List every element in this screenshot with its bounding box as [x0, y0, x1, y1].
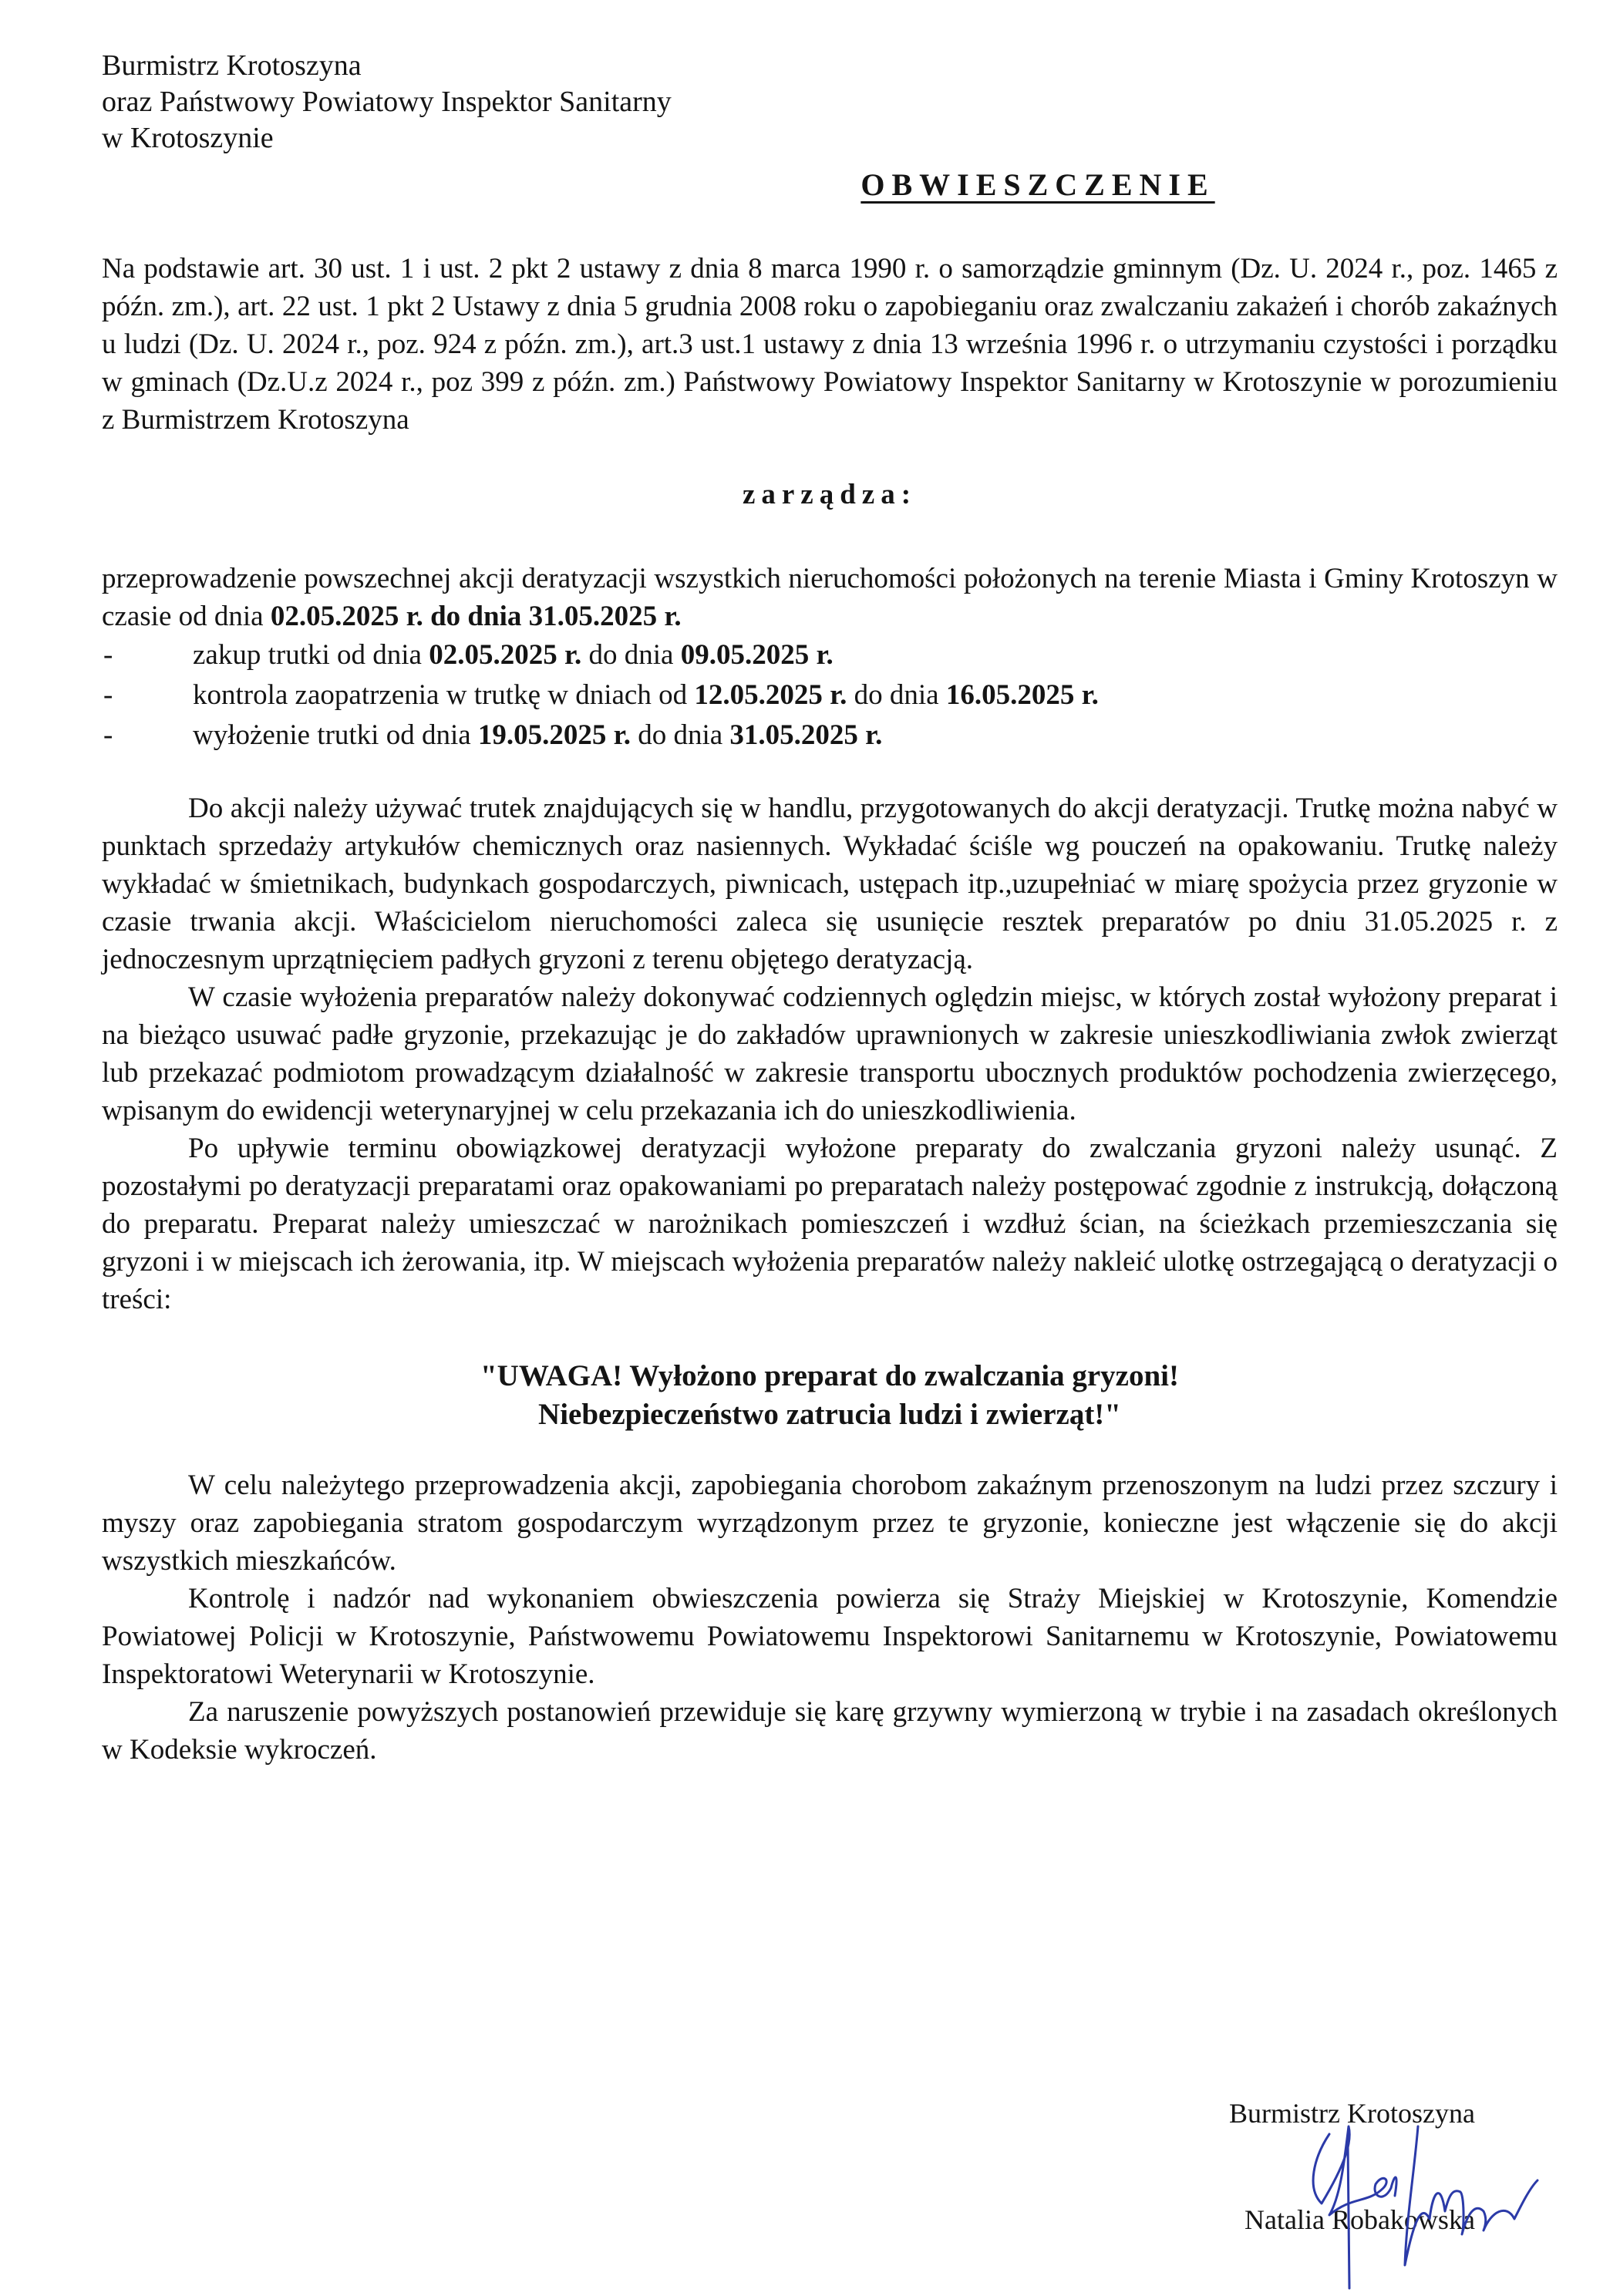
schedule-item-text — [193, 715, 882, 756]
schedule-item-text — [193, 675, 1099, 715]
issuer-line: oraz Państwowy Powiatowy Inspektor Sanitarny — [102, 86, 672, 118]
main-order-paragraph — [102, 560, 1558, 635]
document-title: OBWIESZCZENIE — [861, 167, 1215, 202]
warning-line: "UWAGA! Wyłożono preparat do zwalczania gryzoni! — [480, 1359, 1179, 1392]
dash-bullet-icon: - — [103, 719, 113, 751]
schedule-item — [102, 715, 1558, 756]
schedule-date-from: 02.05.2025 r. — [429, 639, 582, 671]
closing-paragraph: Za naruszenie powyższych postanowień przewiduje się karę grzywny wymierzoną w trybie i na zasadach określonych w Kodeksie wykroczeń. — [102, 1696, 1558, 1766]
issuer-line: w Krotoszynie — [102, 122, 274, 154]
schedule-date-to: 16.05.2025 r. — [945, 679, 1099, 711]
schedule-item-text — [193, 635, 834, 675]
schedule-text: kontrola zaopatrzenia w trutkę w dniach od — [193, 679, 695, 711]
orders-heading: zarządza: — [742, 479, 918, 510]
schedule-text: do dnia — [581, 639, 681, 671]
schedule-text: zakup trutki od dnia — [193, 639, 429, 671]
orders-heading-wrapper — [102, 476, 1558, 513]
schedule-date-from: 12.05.2025 r. — [694, 679, 847, 711]
issuer-header — [102, 48, 1558, 157]
signature-block — [1229, 2096, 1568, 2237]
dash-bullet-icon: - — [103, 639, 113, 671]
legal-basis-paragraph: Na podstawie art. 30 ust. 1 i ust. 2 pkt 2 ustawy z dnia 8 marca 1990 r. o samorządzie gminnym (Dz. U. 2024 r., poz. 1465 z późn. zm.), art. 22 ust. 1 pkt 2 Ustawy z dnia 5 grudnia 2008 roku o zapobieganiu oraz zwalczaniu zakażeń i chorób zakaźnych u ludzi (Dz. U. 2024 r., poz. 924 z późn. zm.), art.3 ust.1 ustawy z dnia 13 września 1996 r. o utrzymaniu czystości i porządku w gminach (Dz.U.z 2024 r., poz 399 z późn. zm.) Państwowy Powiatowy Inspektor Sanitarny w Krotoszynie w porozumieniu z Burmistrzem Krotoszyna — [102, 253, 1558, 436]
warning-line: Niebezpieczeństwo zatrucia ludzi i zwierząt!" — [538, 1398, 1121, 1431]
instruction-paragraph: Po upływie terminu obowiązkowej deratyzacji wyłożone preparaty do zwalczania gryzoni należy usunąć. Z pozostałymi po deratyzacji preparatami oraz opakowaniami po preparatach należy postępować zgodnie z instrukcją, dołączoną do preparatu. Preparat należy umieszczać w narożnikach pomieszczeń i wzdłuż ścian, na ścieżkach przemieszczania się gryzoni i w miejscach ich żerowania, itp. W miejscach wyłożenia preparatów należy nakleić ulotkę ostrzegającą o deratyzacji o treści: — [102, 1133, 1558, 1315]
schedule-item — [102, 675, 1558, 715]
issuer-line: Burmistrz Krotoszyna — [102, 49, 362, 82]
document-page — [102, 48, 1558, 1769]
instruction-paragraph: W czasie wyłożenia preparatów należy dokonywać codziennych oględzin miejsc, w których został wyłożony preparat i na bieżąco usuwać padłe gryzonie, przekazując je do zakładów uprawnionych w zakresie unieszkodliwiania zwłok zwierząt lub przekazać podmiotom prowadzącym działalność w zakresie transportu ubocznych produktów pochodzenia zwierzęcego, wpisanym do ewidencji weterynaryjnej w celu przekazania ich do unieszkodliwienia. — [102, 981, 1558, 1126]
signatory-role: Burmistrz Krotoszyna — [1229, 2098, 1475, 2129]
signatory-name: Natalia Robakowska — [1244, 2204, 1475, 2235]
schedule-list — [102, 635, 1558, 756]
schedule-date-from: 19.05.2025 r. — [477, 719, 631, 751]
schedule-text: do dnia — [630, 719, 730, 751]
schedule-date-to: 31.05.2025 r. — [729, 719, 883, 751]
main-order-date-from: 02.05.2025 r. — [270, 601, 423, 632]
schedule-date-to: 09.05.2025 r. — [680, 639, 834, 671]
main-order-date-to: 31.05.2025 r. — [528, 601, 682, 632]
main-order-text: przeprowadzenie powszechnej akcji deratyzacji wszystkich nieruchomości położonych na terenie Miasta i Gminy Krotoszyn w czasie od dnia — [102, 563, 1558, 632]
schedule-item — [102, 635, 1558, 675]
closing-paragraph: W celu należytego przeprowadzenia akcji, zapobiegania chorobom zakaźnym przenoszonym na ludzi przez szczury i myszy oraz zapobiegania stratom gospodarczym wyrządzonym przez te gryzonie, konieczne jest włączenie się do akcji wszystkich mieszkańców. — [102, 1470, 1558, 1577]
dash-bullet-icon: - — [103, 679, 113, 711]
title-wrapper — [102, 166, 1558, 205]
schedule-text: do dnia — [847, 679, 946, 711]
schedule-text: wyłożenie trutki od dnia — [193, 719, 478, 751]
closing-paragraph: Kontrolę i nadzór nad wykonaniem obwieszczenia powierza się Straży Miejskiej w Krotoszynie, Komendzie Powiatowej Policji w Krotoszynie, Państwowemu Powiatowemu Inspektorowi Sanitarnemu w Krotoszynie, Powiatowemu Inspektoratowi Weterynarii w Krotoszynie. — [102, 1583, 1558, 1690]
main-order-mid: do dnia — [423, 601, 529, 632]
handwritten-signature-icon — [1298, 2111, 1561, 2296]
instruction-paragraph: Do akcji należy używać trutek znajdujących się w handlu, przygotowanych do akcji deratyzacji. Trutkę można nabyć w punktach sprzedaży artykułów chemicznych oraz nasiennych. Wykładać ściśle wg pouczeń na opakowaniu. Trutkę należy wykładać w śmietnikach, budynkach gospodarczych, piwnicach, ustępach itp.,uzupełniać w miarę spożycia przez gryzonie w czasie trwania akcji. Właścicielom nieruchomości zaleca się usunięcie resztek preparatów po dniu 31.05.2025 r. z jednoczesnym uprzątnięciem padłych gryzoni z terenu objętego deratyzacją. — [102, 793, 1558, 975]
warning-notice — [102, 1357, 1558, 1434]
